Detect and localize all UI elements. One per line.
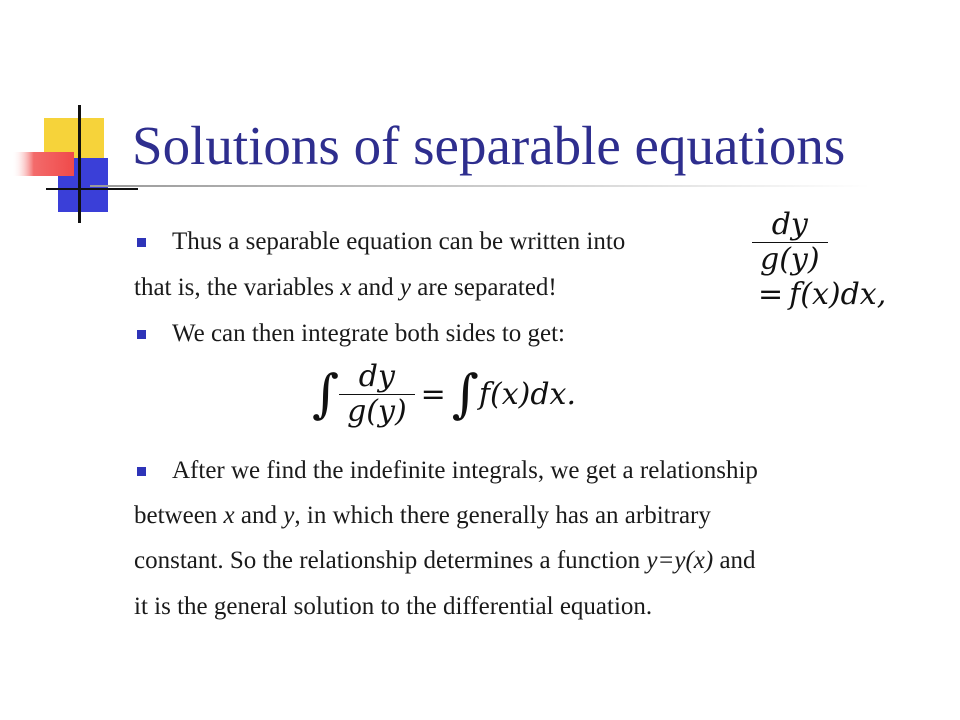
deco-vertical-line (78, 105, 81, 223)
integral-sign: ∫ (451, 364, 479, 425)
bullet-3-text: After we find the indefinite integrals, we get a relationship (172, 457, 758, 484)
equation-rhs: f(x)dx. (478, 377, 576, 412)
text-segment: constant. So the relationship determines a function (134, 547, 647, 574)
bullet-2-text: We can then integrate both sides to get: (172, 320, 566, 347)
variable-x: x (340, 274, 352, 301)
text-segment: and (351, 274, 400, 301)
equation-integral-form (312, 360, 576, 429)
text-segment: between (134, 502, 224, 529)
fraction-denominator: g(y) (339, 394, 415, 429)
variable-y: y (399, 274, 412, 301)
text-segment: and (713, 547, 756, 574)
bullet-1-text: Thus a separable equation can be written into (172, 228, 626, 255)
fraction-denominator: g(y) (752, 242, 828, 277)
variable-x: x (223, 502, 235, 529)
equation-separated-form (752, 208, 960, 312)
fraction (339, 360, 415, 429)
equation-rhs: f(x)dx, (789, 277, 887, 312)
body-line-6: it is the general solution to the differential equation. (134, 593, 653, 620)
equals-sign: = (758, 277, 784, 312)
text-segment: that is, the variables (134, 274, 341, 301)
bullet-marker (137, 467, 146, 476)
function-expression: y=y(x) (646, 547, 714, 574)
body-line-2 (134, 273, 557, 303)
fraction-numerator: dy (358, 359, 395, 394)
bullet-marker (137, 238, 146, 247)
fraction (752, 208, 828, 277)
title-underline (90, 185, 870, 187)
body-line-5 (134, 546, 756, 576)
deco-red-bar (12, 152, 74, 176)
fraction-numerator: dy (771, 207, 808, 242)
text-segment: and (234, 502, 284, 529)
variable-y: y (283, 502, 295, 529)
equals-sign: = (420, 377, 446, 412)
text-segment: , in which there generally has an arbitrary (294, 502, 711, 529)
integral-sign: ∫ (312, 364, 340, 425)
corner-decoration (0, 0, 140, 230)
deco-horizontal-line (46, 188, 138, 190)
body-line-4 (134, 501, 711, 531)
slide-title: Solutions of separable equations (132, 115, 846, 176)
bullet-marker (137, 330, 146, 339)
text-segment: are separated! (411, 274, 557, 301)
